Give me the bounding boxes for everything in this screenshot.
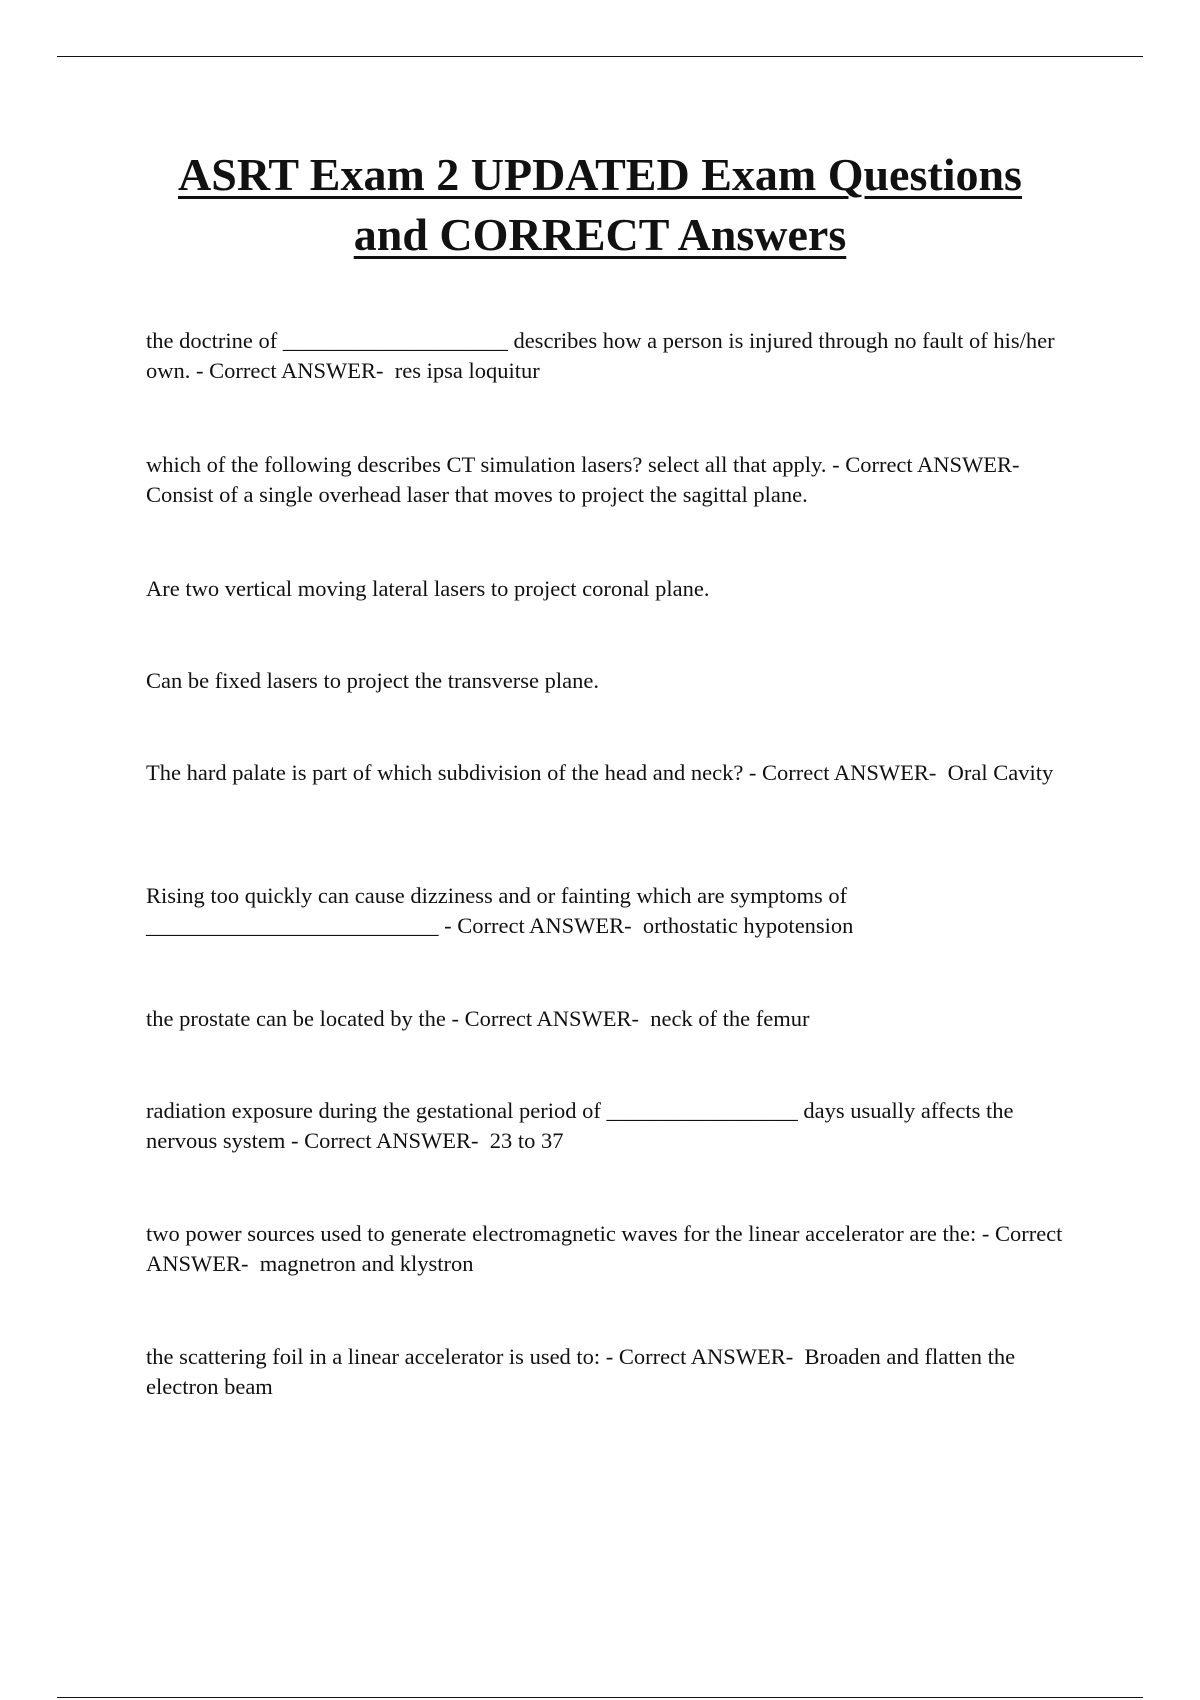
title-line-2: and CORRECT Answers <box>353 209 847 260</box>
qa-entry: Are two vertical moving lateral lasers to project coronal plane. <box>146 576 710 601</box>
qa-entry: the prostate can be located by the - Correct ANSWER- neck of the femur <box>146 1006 810 1031</box>
qa-entry: radiation exposure during the gestational period of _________________ days usually affects the nervous system - Correct ANSWER- 23 to 37 <box>146 1098 1020 1153</box>
qa-entry: which of the following describes CT simulation lasers? select all that apply. - Correct ANSWER- Consist of a single overhead laser that moves to project the sagittal plane. <box>146 452 1026 507</box>
document-title <box>100 145 1100 265</box>
qa-entry: The hard palate is part of which subdivision of the head and neck? - Correct ANSWER- Oral Cavity <box>146 760 1054 785</box>
qa-entry: the scattering foil in a linear accelerator is used to: - Correct ANSWER- Broaden and flatten the electron beam <box>146 1344 1021 1399</box>
qa-entry: two power sources used to generate electromagnetic waves for the linear accelerator are the: - Correct ANSWER- magnetron and klystron <box>146 1221 1067 1276</box>
qa-entry: Rising too quickly can cause dizziness and or fainting which are symptoms of __________________________ - Correct ANSWER- orthostatic hypotension <box>146 883 854 938</box>
bottom-divider <box>57 1697 1143 1698</box>
top-divider <box>57 56 1143 57</box>
qa-entry: the doctrine of ____________________ describes how a person is injured through no fault of his/her own. - Correct ANSWER- res ipsa loquitur <box>146 328 1061 383</box>
qa-entry: Can be fixed lasers to project the transverse plane. <box>146 668 599 693</box>
title-line-1: ASRT Exam 2 UPDATED Exam Questions <box>178 149 1022 200</box>
